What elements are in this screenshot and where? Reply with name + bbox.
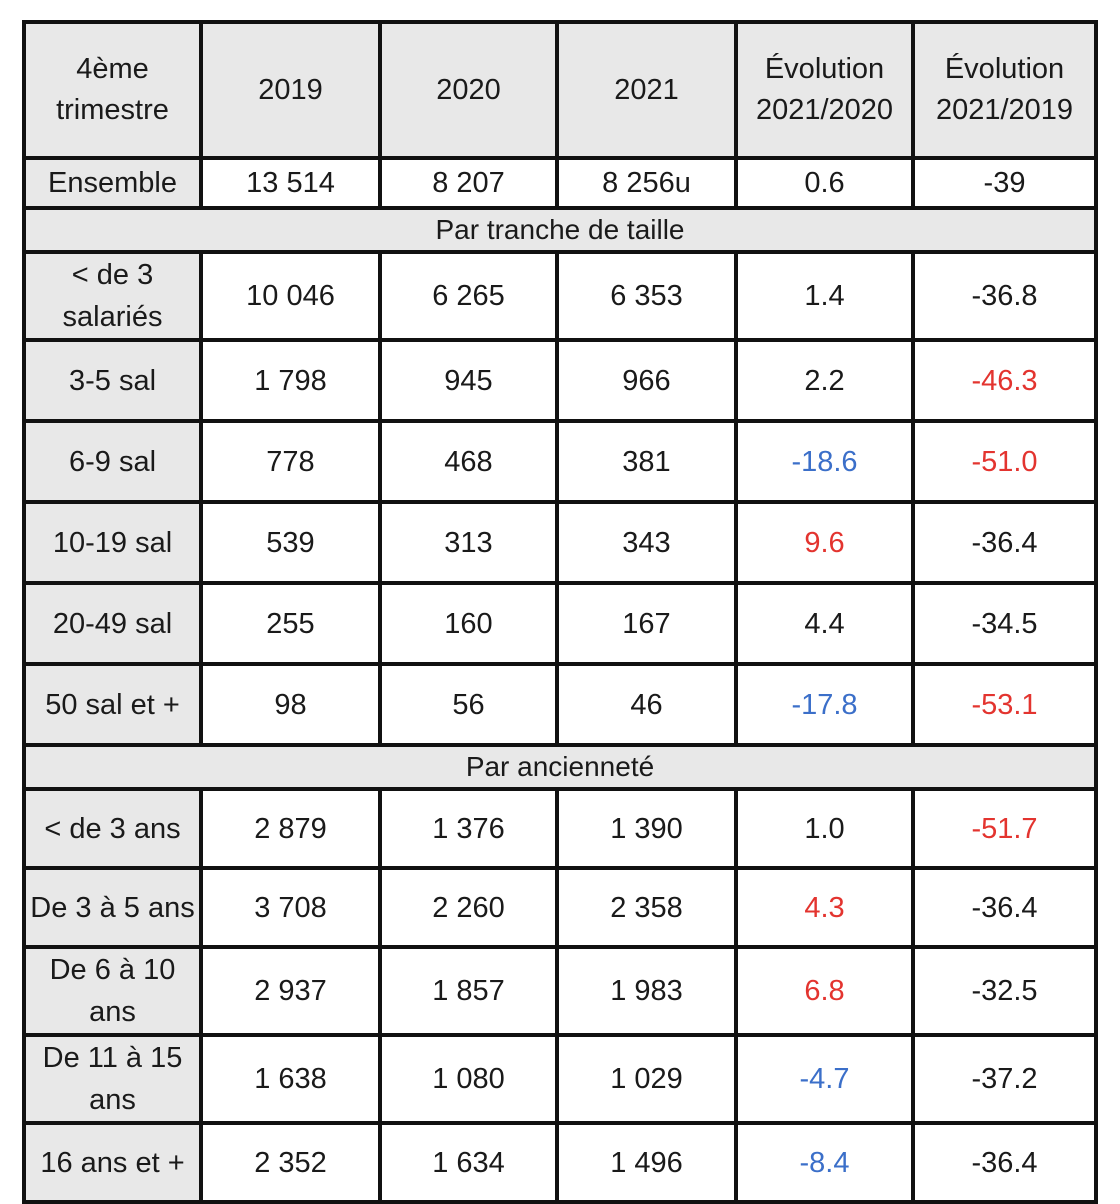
column-header: 4ème trimestre: [24, 22, 201, 158]
row-label: < de 3 salariés: [24, 252, 201, 340]
column-header: Évolution 2021/2019: [913, 22, 1096, 158]
table-cell: 1 857: [380, 947, 557, 1035]
table-row: [24, 1035, 1096, 1123]
table-cell: -46.3: [913, 340, 1096, 421]
row-label: 16 ans et +: [24, 1123, 201, 1202]
section-row: [24, 208, 1096, 252]
table-cell: 1 634: [380, 1123, 557, 1202]
table-cell: -36.8: [913, 252, 1096, 340]
table-cell: 3 708: [201, 868, 380, 947]
row-label: 50 sal et +: [24, 664, 201, 745]
table-row: [24, 502, 1096, 583]
table-cell: 1 798: [201, 340, 380, 421]
table-row: [24, 340, 1096, 421]
row-label: 20-49 sal: [24, 583, 201, 664]
table-cell: 468: [380, 421, 557, 502]
table-row: [24, 583, 1096, 664]
table-cell: 539: [201, 502, 380, 583]
table-cell: 381: [557, 421, 736, 502]
table-cell: 6 353: [557, 252, 736, 340]
section-title: Par ancienneté: [24, 745, 1096, 789]
header-row: [24, 22, 1096, 158]
table-cell: -39: [913, 158, 1096, 208]
table-cell: 98: [201, 664, 380, 745]
table-cell: 1 638: [201, 1035, 380, 1123]
table-cell: 46: [557, 664, 736, 745]
table-cell: -36.4: [913, 1123, 1096, 1202]
table-cell: 13 514: [201, 158, 380, 208]
column-header: 2019: [201, 22, 380, 158]
table-row: [24, 1123, 1096, 1202]
table-cell: -37.2: [913, 1035, 1096, 1123]
row-label: 6-9 sal: [24, 421, 201, 502]
table-cell: 9.6: [736, 502, 913, 583]
table-cell: 4.3: [736, 868, 913, 947]
section-title: Par tranche de taille: [24, 208, 1096, 252]
row-label: < de 3 ans: [24, 789, 201, 868]
column-header: 2020: [380, 22, 557, 158]
table-cell: 8 207: [380, 158, 557, 208]
table-cell: 1 390: [557, 789, 736, 868]
table-cell: 160: [380, 583, 557, 664]
table-cell: 2 260: [380, 868, 557, 947]
table-cell: 1 376: [380, 789, 557, 868]
total-row: [24, 158, 1096, 208]
table-row: [24, 789, 1096, 868]
table-cell: 8 256u: [557, 158, 736, 208]
table-cell: 6 265: [380, 252, 557, 340]
table-cell: 2 937: [201, 947, 380, 1035]
table-row: [24, 868, 1096, 947]
table-cell: 313: [380, 502, 557, 583]
table-cell: 167: [557, 583, 736, 664]
table-cell: -18.6: [736, 421, 913, 502]
table-cell: -32.5: [913, 947, 1096, 1035]
table-cell: 4.4: [736, 583, 913, 664]
row-label: 10-19 sal: [24, 502, 201, 583]
table-cell: 2 352: [201, 1123, 380, 1202]
table-cell: 2.2: [736, 340, 913, 421]
table-cell: 255: [201, 583, 380, 664]
row-label: 3-5 sal: [24, 340, 201, 421]
table-cell: 1 983: [557, 947, 736, 1035]
table-cell: -4.7: [736, 1035, 913, 1123]
table-cell: 56: [380, 664, 557, 745]
table-cell: 966: [557, 340, 736, 421]
table-cell: 1.0: [736, 789, 913, 868]
table-cell: -51.0: [913, 421, 1096, 502]
table-cell: 1 080: [380, 1035, 557, 1123]
table-cell: -53.1: [913, 664, 1096, 745]
table-row: [24, 947, 1096, 1035]
column-header: Évolution 2021/2020: [736, 22, 913, 158]
data-table: [22, 20, 1098, 1204]
table-cell: 2 879: [201, 789, 380, 868]
table-cell: -17.8: [736, 664, 913, 745]
table-cell: 6.8: [736, 947, 913, 1035]
table-cell: 2 358: [557, 868, 736, 947]
section-row: [24, 745, 1096, 789]
table-cell: 1 496: [557, 1123, 736, 1202]
row-label: De 6 à 10 ans: [24, 947, 201, 1035]
table-cell: 778: [201, 421, 380, 502]
table-row: [24, 421, 1096, 502]
row-label: De 3 à 5 ans: [24, 868, 201, 947]
table-cell: -34.5: [913, 583, 1096, 664]
table-cell: 945: [380, 340, 557, 421]
row-label: De 11 à 15 ans: [24, 1035, 201, 1123]
table-cell: 1.4: [736, 252, 913, 340]
table-cell: 10 046: [201, 252, 380, 340]
table-cell: 1 029: [557, 1035, 736, 1123]
table-cell: 343: [557, 502, 736, 583]
table-cell: -36.4: [913, 868, 1096, 947]
table-cell: -51.7: [913, 789, 1096, 868]
column-header: 2021: [557, 22, 736, 158]
table-cell: -8.4: [736, 1123, 913, 1202]
table-cell: 0.6: [736, 158, 913, 208]
table-row: [24, 252, 1096, 340]
table-row: [24, 664, 1096, 745]
row-label: Ensemble: [24, 158, 201, 208]
table-cell: -36.4: [913, 502, 1096, 583]
